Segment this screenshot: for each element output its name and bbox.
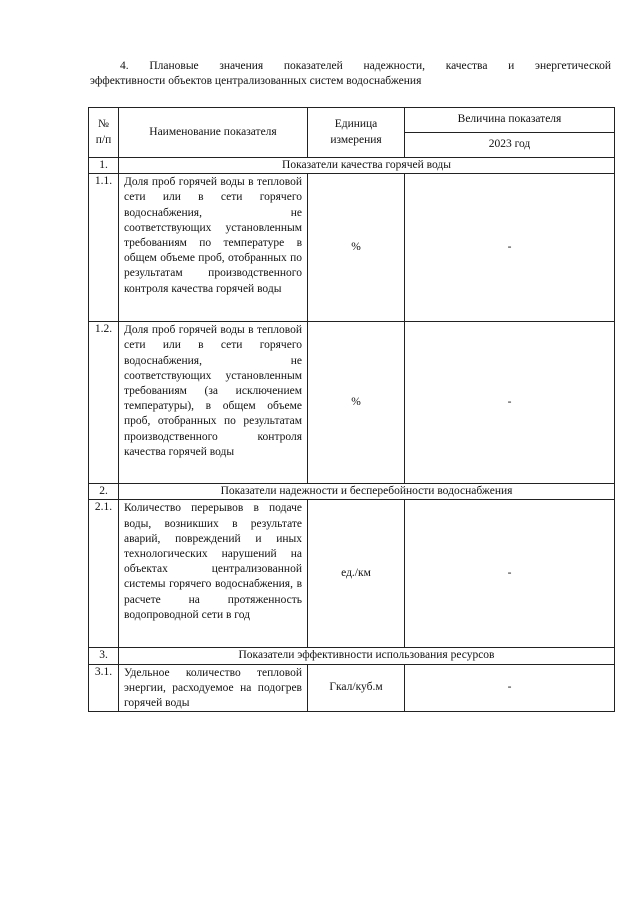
section-row: [89, 158, 615, 174]
row-num: 1.2.: [89, 322, 119, 484]
row-unit: %: [308, 174, 405, 322]
row-value: -: [405, 322, 615, 484]
row-name: Доля проб горячей воды в тепловой сети или в сети горячего водоснабжения, не соответствующих установленным требованиям по температуре в общем объеме проб, отобранных по результатам производственного контроля качества горячей воды: [119, 174, 308, 322]
indicators-table: [88, 107, 615, 712]
row-num: 1.1.: [89, 174, 119, 322]
section-title: Показатели качества горячей воды: [119, 158, 615, 174]
header-name: Наименование показателя: [119, 108, 308, 158]
section-num: 3.: [89, 648, 119, 664]
row-name: Доля проб горячей воды в тепловой сети или в сети горячего водоснабжения, не соответствующих установленным требованиям (за исключением температуры), в общем объеме проб, отобранных по результатам производственного контроля качества горячей воды: [119, 322, 308, 484]
table-row: [89, 664, 615, 712]
row-unit: ед./км: [308, 500, 405, 648]
header-num: № п/п: [89, 108, 119, 158]
row-num: 2.1.: [89, 500, 119, 648]
row-num: 3.1.: [89, 664, 119, 712]
section-title: Показатели эффективности использования ресурсов: [119, 648, 615, 664]
heading-line-2: эффективности объектов централизованных систем водоснабжения: [90, 75, 422, 87]
section-title: Показатели надежности и бесперебойности водоснабжения: [119, 484, 615, 500]
header-year: 2023 год: [405, 133, 615, 158]
section-heading: [90, 59, 611, 89]
row-name: Количество перерывов в подаче воды, возникших в результате аварий, повреждений и иных технологических нарушений на объектах централизованной системы горячего водоснабжения, в расчете на протяженность водопроводной сети в год: [119, 500, 308, 648]
table-row: [89, 322, 615, 484]
section-num: 2.: [89, 484, 119, 500]
header-value: Величина показателя: [405, 108, 615, 133]
section-row: [89, 648, 615, 664]
table-header-row: [89, 108, 615, 133]
heading-line-1: 4. Плановые значения показателей надежности, качества и энергетической: [120, 60, 611, 72]
row-value: -: [405, 664, 615, 712]
header-unit: Единица измерения: [308, 108, 405, 158]
row-unit: Гкал/куб.м: [308, 664, 405, 712]
section-num: 1.: [89, 158, 119, 174]
row-unit: %: [308, 322, 405, 484]
row-value: -: [405, 500, 615, 648]
section-row: [89, 484, 615, 500]
table-row: [89, 174, 615, 322]
row-name: Удельное количество тепловой энергии, расходуемое на подогрев горячей воды: [119, 664, 308, 712]
row-value: -: [405, 174, 615, 322]
table-row: [89, 500, 615, 648]
